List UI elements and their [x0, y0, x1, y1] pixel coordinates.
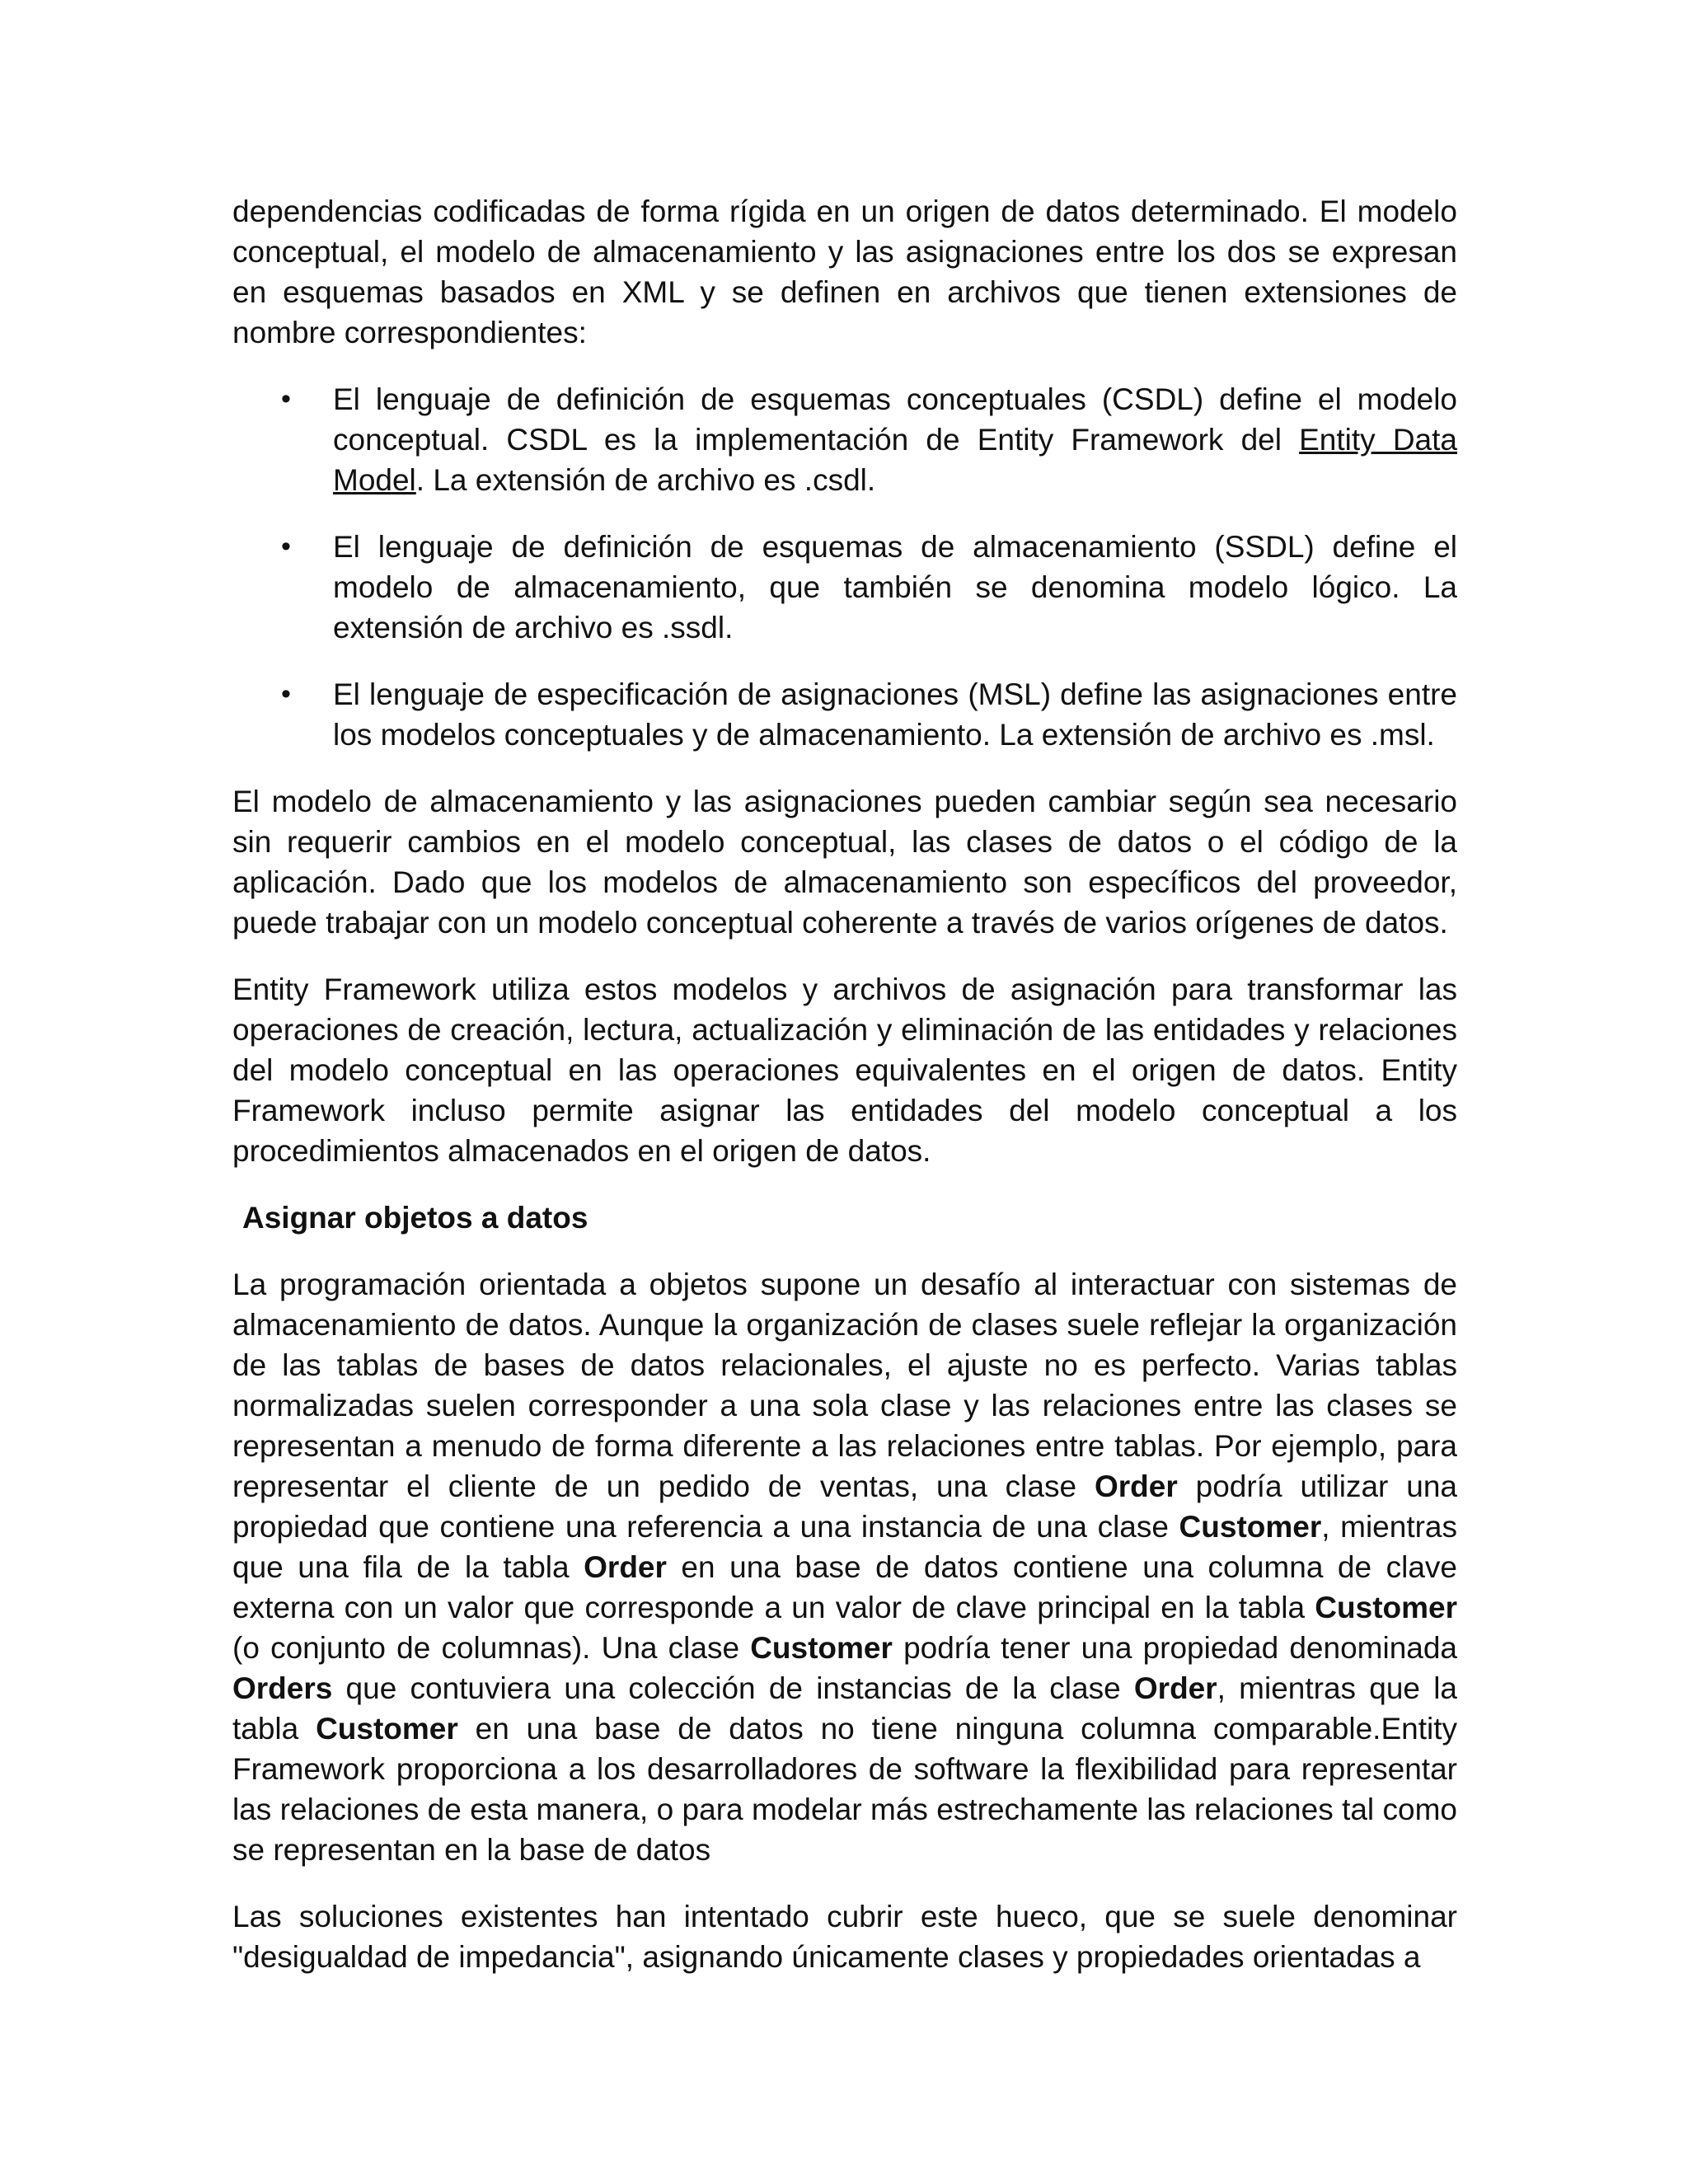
impedance-paragraph: Las soluciones existentes han intentado cubrir este hueco, que se suele denominar "desigualdad de impedancia", asignando únicamente clases y propiedades orientadas a [232, 1900, 1457, 1974]
text-run: La programación orientada a objetos supone un desafío al interactuar con sistemas de almacenamiento de datos. Aunque la organización de clases suele reflejar la organización de las tablas de bases de datos relacionales, el ajuste no es perfecto. Varias tablas normalizadas suelen corresponder a una sola clase y las relaciones entre las clases se representan a menudo de forma diferente a las relaciones entre tablas. Por ejemplo, para representar el cliente de un pedido de ventas, una clase [232, 1268, 1457, 1503]
entity-framework-paragraph: Entity Framework utiliza estos modelos y archivos de asignación para transformar las operaciones de creación, lectura, actualización y eliminación de las entidades y relaciones del modelo conceptual en las operaciones equivalentes en el origen de datos. Entity Framework incluso permite asignar las entidades del modelo conceptual a los procedimientos almacenados en el origen de datos. [232, 972, 1457, 1168]
text-run: en una base de datos contiene una columna de clave externa con un valor que corresponde a un valor de clave principal en la tabla [232, 1550, 1457, 1624]
schema-list [232, 379, 1457, 755]
bold-term-order: Order [1094, 1469, 1178, 1503]
msl-text: El lenguaje de especificación de asignaciones (MSL) define las asignaciones entre los modelos conceptuales y de almacenamiento. La extensión de archivo es .msl. [333, 677, 1457, 752]
object-mapping-paragraph [232, 1264, 1457, 1870]
text-run: (o conjunto de columnas). Una clase [232, 1631, 751, 1665]
bold-term-order: Order [1133, 1671, 1217, 1705]
text-run: , mientras que una fila de la tabla [232, 1510, 1457, 1584]
bold-term-order: Order [584, 1550, 667, 1584]
section-heading: Asignar objetos a datos [242, 1201, 588, 1235]
bullet-icon: • [281, 531, 291, 562]
bullet-icon: • [281, 383, 291, 415]
bold-term-customer: Customer [1179, 1510, 1322, 1544]
bullet-icon: • [281, 678, 291, 710]
entity-data-model-link[interactable]: Entity Data Model [333, 423, 1457, 497]
list-item-ssdl [232, 527, 1457, 648]
list-item-msl [232, 674, 1457, 755]
intro-paragraph: dependencias codificadas de forma rígida en un origen de datos determinado. El modelo conceptual, el modelo de almacenamiento y las asignaciones entre los dos se expresan en esquemas basados en XML y se definen en archivos que tienen extensiones de nombre correspondientes: [232, 194, 1457, 349]
text-run: podría utilizar una propiedad que contiene una referencia a una instancia de una clase [232, 1469, 1458, 1544]
csdl-text-before: El lenguaje de definición de esquemas conceptuales (CSDL) define el modelo conceptual. CSDL es la implementación de Entity Framework del [333, 382, 1457, 457]
text-run: , mientras que la tabla [232, 1671, 1457, 1746]
text-run: podría tener una propiedad denominada [892, 1631, 1458, 1665]
bold-term-customer: Customer [316, 1712, 458, 1746]
text-run: que contuviera una colección de instancias de la clase [332, 1671, 1134, 1705]
ssdl-text: El lenguaje de definición de esquemas de almacenamiento (SSDL) define el modelo de almacenamiento, que también se denomina modelo lógico. La extensión de archivo es .ssdl. [333, 530, 1457, 644]
storage-model-paragraph: El modelo de almacenamiento y las asignaciones pueden cambiar según sea necesario sin requerir cambios en el modelo conceptual, las clases de datos o el código de la aplicación. Dado que los modelos de almacenamiento son específicos del proveedor, puede trabajar con un modelo conceptual coherente a través de varios orígenes de datos. [232, 785, 1457, 940]
bold-term-customer: Customer [1315, 1591, 1457, 1624]
csdl-text-after: . La extensión de archivo es .csdl. [415, 463, 876, 497]
bold-term-customer: Customer [750, 1631, 893, 1665]
document-body [232, 191, 1457, 2004]
text-run: en una base de datos no tiene ninguna columna comparable.Entity Framework proporciona a los desarrolladores de software la flexibilidad para representar las relaciones de esta manera, o para modelar más estrechamente las relaciones tal como se representan en la base de datos [232, 1712, 1457, 1867]
bold-term-orders: Orders [232, 1671, 333, 1705]
list-item-csdl [232, 379, 1457, 500]
